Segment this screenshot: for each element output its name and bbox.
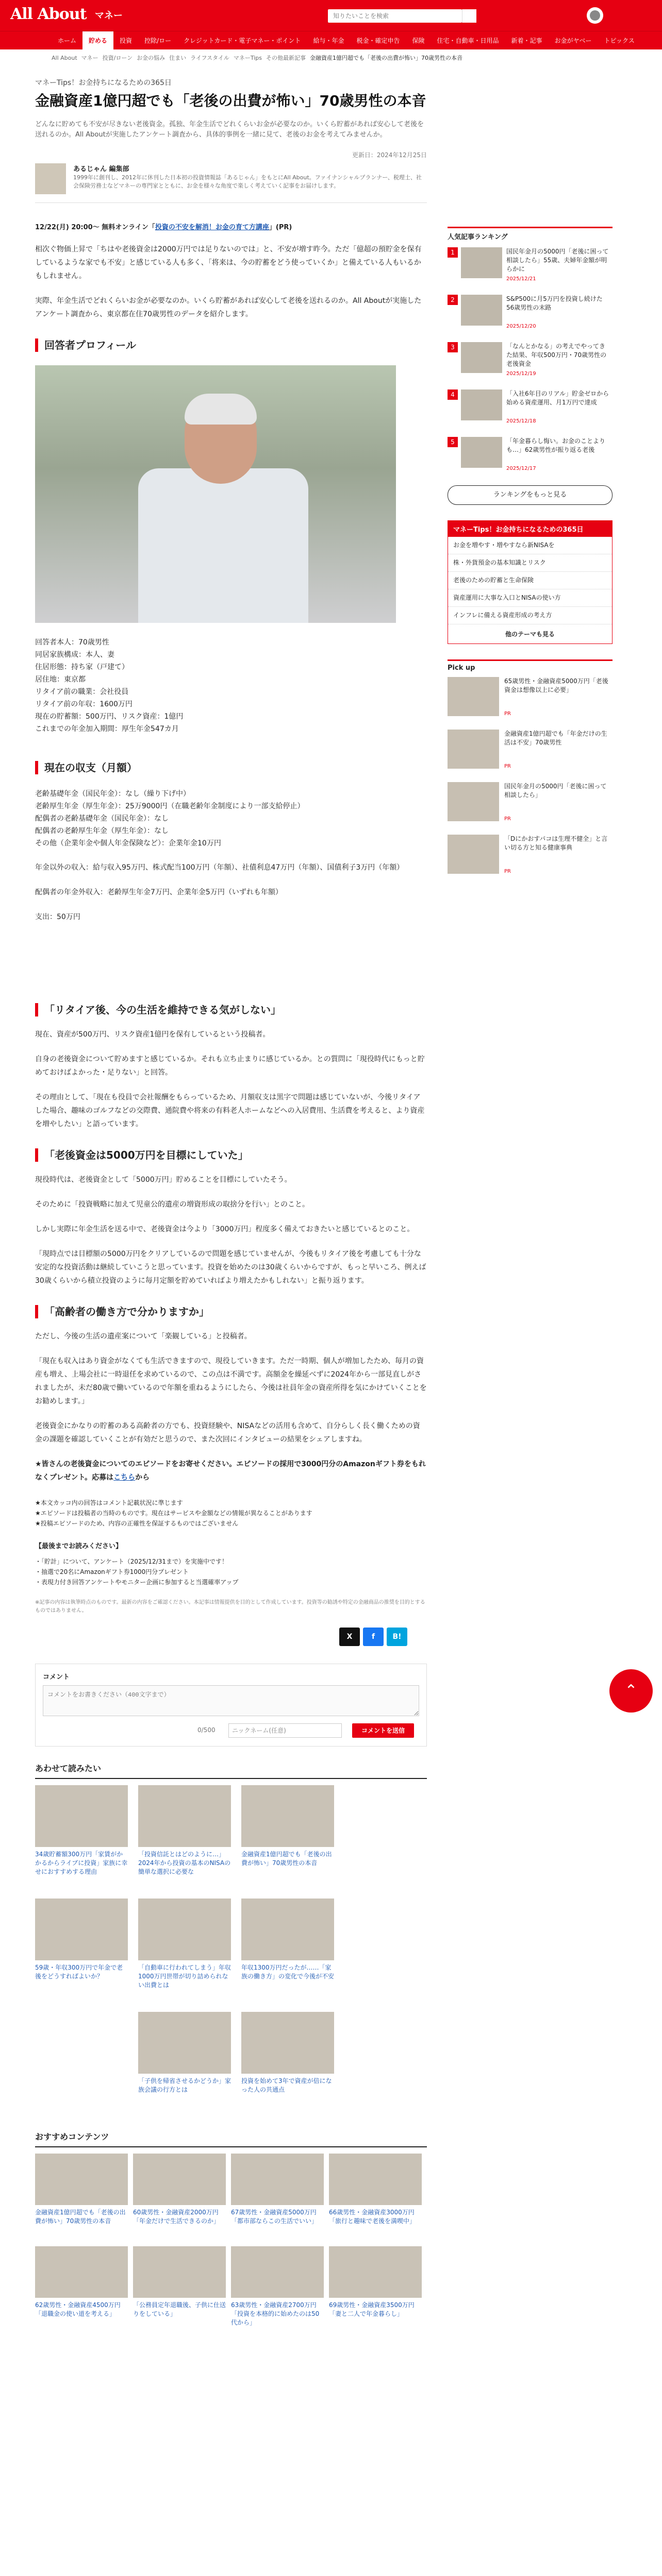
pickup-item[interactable] — [448, 782, 613, 829]
income-list — [35, 788, 427, 850]
list-item: 現在の貯蓄額：500万円、リスク資産：1億円 — [35, 713, 184, 721]
list-item: ・抽選で20名にAmazonギフト券1000円分プレゼント — [35, 1568, 189, 1575]
tips-item[interactable]: 老後のための貯蓄と生命保険 — [448, 572, 612, 589]
ranking-thumbnail[interactable] — [461, 295, 502, 326]
author-avatar[interactable] — [35, 163, 66, 194]
ranking-title[interactable]: 「入社6年目のリアル」貯金ゼロから始める資産運用、月1万円で達成 — [506, 390, 609, 406]
related-thumbnail[interactable] — [35, 1899, 128, 1960]
recommend-card[interactable] — [231, 2154, 324, 2226]
recommend-card[interactable] — [133, 2246, 226, 2318]
top-header — [0, 0, 662, 31]
sidebar — [448, 227, 613, 882]
breadcrumb-item[interactable]: お金の悩み — [137, 55, 166, 61]
pickup-sponsor: PR — [504, 711, 511, 717]
section-heading-income: 現在の収支（月額） — [35, 761, 427, 774]
ranking-number: 4 — [448, 389, 458, 400]
author-name[interactable]: あるじゃん 編集部 — [73, 165, 129, 173]
tips-more-link[interactable]: 他のテーマも見る — [505, 631, 555, 638]
recommend-title[interactable]: 63歳男性・金融資産2700万円「投資を本格的に始めたのは50代から」 — [231, 2301, 320, 2326]
related-title[interactable]: 「子供を帰省させるかどうか」家族会議の行方とは — [138, 2077, 231, 2093]
related-title[interactable]: 「自動車に行われてしまう」年収1000万円世帯が切り詰められない出費とは — [138, 1964, 231, 1989]
nav-item[interactable]: 税金・確定申告 — [356, 37, 400, 44]
campaign-line: ★皆さんの老後資金についてのエピソードをお寄せください。エピソードの採用で3000円分のAmazonギフト券をもれなくプレゼント。応募は — [35, 1460, 426, 1482]
comment-actions — [43, 1723, 419, 1739]
list-item: 老齢基礎年金（国民年金）：なし（繰り下げ中） — [35, 790, 190, 798]
comment-label: コメント — [43, 1673, 70, 1681]
section-heading-goal: 「老後資金は5000万円を目標にしていた」 — [35, 1148, 427, 1162]
related-card[interactable] — [241, 2012, 334, 2094]
ranking-more-button[interactable]: ランキングをもっと見る — [448, 485, 613, 505]
nav-item[interactable]: ホーム — [58, 37, 77, 44]
related-grid — [35, 1785, 427, 2115]
section-heading-advice: 「高齢者の働き方で分かりますか」 — [35, 1305, 427, 1318]
paragraph: 現在、資産が500万円、リスク資産1億円を保有しているという投稿者。 — [35, 1030, 270, 1039]
recommend-thumbnail[interactable] — [35, 2154, 128, 2205]
profile-list — [35, 636, 427, 735]
list-item: 同居家族構成：本人、妻 — [35, 651, 114, 659]
tips-heading: マネーTips！お金持ちになるための365日 — [448, 521, 612, 537]
comment-submit-button[interactable]: コメントを送信 — [352, 1723, 414, 1738]
ranking-list — [448, 247, 613, 478]
campaign-link[interactable]: こちら — [113, 1473, 136, 1482]
list-item: ★投稿エピソードのため、内容の正確性を保証するものではございません — [35, 1520, 239, 1527]
ranking-date: 2025/12/21 — [506, 276, 536, 282]
paragraph: 相次ぐ物価上昇で「ちはや老後資金は2000万円では足りないのでは」と、不安が増す昨今。ただ「億超の預貯金を保有しているような家でも不安」と感じている人も多く、「将来は、今の貯蓄をどう使っていくか」と備えている人もいるかもしれません。 — [35, 245, 422, 280]
event-suffix: 」(PR) — [269, 224, 292, 231]
recommend-thumbnail[interactable] — [133, 2154, 226, 2205]
related-title[interactable]: 59歳・年収300万円で年金で老後をどうすればよいか？ — [35, 1964, 123, 1980]
list-item: 老齢厚生年金（厚生年金）：25万9000円（在職老齢年金制度により一部支給停止） — [35, 802, 305, 810]
list-item: 回答者本人：70歳男性 — [35, 638, 109, 647]
breadcrumb-item[interactable]: その他最新記事 — [266, 55, 306, 61]
nav-item[interactable]: 住宅・自動車・日用品 — [437, 37, 499, 44]
breadcrumb-item[interactable]: マネー — [81, 55, 98, 61]
related-title[interactable]: 金融資産1億円超でも「老後の出費が怖い」70歳男性の本音 — [241, 1851, 332, 1867]
site-logo[interactable]: All About — [10, 5, 87, 23]
related-thumbnail[interactable] — [138, 1899, 231, 1960]
ranking-number: 3 — [448, 342, 458, 352]
related-thumbnail[interactable] — [241, 2012, 334, 2074]
paragraph: 自身の老後資金について貯めますと感じているか。それも立ち止まりに感じているか。との質問に「現役時代にもっと貯めておけばよかった・足りない」と回答。 — [35, 1055, 425, 1077]
pickup-thumbnail[interactable] — [448, 835, 499, 874]
article-date: 更新日：2024年12月25日 — [352, 151, 427, 159]
related-title[interactable]: 「投資信託とはどのように…」2024年から投資の基本のNISAの簡単な選択に必要な — [138, 1851, 231, 1875]
related-thumbnail[interactable] — [241, 1785, 334, 1847]
pickup-list — [448, 677, 613, 882]
section-heading-profile: 回答者プロフィール — [35, 338, 427, 352]
ranking-item[interactable] — [448, 437, 613, 478]
ranking-thumbnail[interactable] — [461, 389, 502, 420]
nav-item[interactable]: 控除/ロー — [144, 37, 172, 44]
pickup-thumbnail[interactable] — [448, 730, 499, 769]
ranking-number: 1 — [448, 247, 458, 258]
recommend-title[interactable]: 66歳男性・金融資産3000万円「旅行と趣味で老後を満喫中」 — [329, 2209, 416, 2225]
author-description: 1999年に創刊し、2012年に休刊した日本初の投資情報誌「あるじゃん」をもとにAll About。ファイナンシャルプランナー、税理士、社会保険労務士などマネーの専門家とともに、お金を様々な角度で楽しく考えていく記事をお届けします。 — [73, 174, 422, 189]
paragraph: 年金以外の収入：給与収入95万円、株式配当100万円（年額）、社債利息47万円（年額）、国債利子3万円（年額） — [35, 863, 404, 872]
breadcrumb-item: 金融資産1億円超でも「老後の出費が怖い」70歳男性の本音 — [310, 55, 462, 61]
ranking-number: 2 — [448, 295, 458, 305]
paragraph: ただし、今後の生活の遺産案について「楽観している」と投稿者。 — [35, 1332, 252, 1341]
recommend-heading: おすすめコンテンツ — [35, 2130, 427, 2147]
list-item: リタイア前の職業：会社役員 — [35, 688, 129, 696]
pickup-item[interactable] — [448, 677, 613, 724]
ranking-item[interactable] — [448, 247, 613, 289]
recommend-title[interactable]: 62歳男性・金融資産4500万円「退職金の使い道を考える」 — [35, 2301, 121, 2317]
list-item: これまでの年金加入期間：厚生年金547カ月 — [35, 725, 179, 733]
paragraph: 配偶者の年金外収入：老齢厚生年金7万円、企業年金5万円（いずれも年額） — [35, 888, 283, 896]
nav-item[interactable]: 投資 — [120, 37, 133, 44]
recommend-card[interactable] — [133, 2154, 226, 2226]
tips-item[interactable]: 資産運用に大事な入口とNISAの使い方 — [448, 589, 612, 607]
paragraph: 実際、年金生活でどれくらいお金が必要なのか。いくら貯蓄があれば安心して老後を送れるのか。All Aboutが実施したアンケート調査から、東京都在住70歳男性のデータを紹介します。 — [35, 297, 422, 318]
section-logo[interactable]: マネー — [95, 10, 123, 21]
paragraph: 支出：50万円 — [35, 913, 80, 921]
related-thumbnail[interactable] — [35, 1785, 128, 1847]
nickname-input[interactable]: ニックネーム(任意) — [228, 1723, 342, 1738]
pickup-thumbnail[interactable] — [448, 782, 499, 821]
info-list — [35, 1556, 427, 1587]
recommend-grid — [35, 2154, 427, 2339]
recommend-thumbnail[interactable] — [231, 2154, 324, 2205]
article-series[interactable]: マネーTips！お金持ちになるための365日 — [35, 79, 172, 87]
list-item: ・「貯計」について、アンケート（2025/12/31まで）を実施中です！ — [35, 1558, 228, 1565]
share-buttons — [35, 1628, 427, 1648]
recommend-title[interactable]: 60歳男性・金融資産2000万円「年金だけで生活できるのか」 — [133, 2209, 220, 2225]
nav-item[interactable]: お金がヤベー — [554, 37, 592, 44]
recommend-card[interactable] — [231, 2246, 324, 2327]
section-heading-retire: 「リタイア後、今の生活を維持できる気がしない」 — [35, 1003, 427, 1016]
ranking-title[interactable]: 「年金暮らし悔い。お金のことよりも…」62歳男性が振り返る老後 — [506, 437, 606, 453]
page-title: 金融資産1億円超でも「老後の出費が怖い」70歳男性の本音 — [35, 92, 426, 109]
tips-item[interactable]: インフレに備える資産形成の考え方 — [448, 607, 612, 624]
breadcrumb-item[interactable]: マネーTips — [233, 55, 262, 61]
paragraph: しかし実際に年金生活を送る中で、老後資金は今より「3000万円」程度多く備えておきたいと感じているとのこと。 — [35, 1225, 415, 1233]
nav-item[interactable]: トピックス — [604, 37, 635, 44]
ranking-title[interactable]: 「なんとかなる」の考えでやってきた結果、年収500万円・70歳男性の老後資金 — [506, 343, 607, 367]
list-item: 居住地：東京都 — [35, 675, 86, 684]
main-nav — [0, 31, 662, 49]
event-prefix: 12/22(月) 20:00〜 無料オンライン「 — [35, 224, 155, 231]
breadcrumb-item[interactable]: ライフスタイル — [190, 55, 229, 61]
author-box — [35, 163, 427, 194]
ranking-item[interactable] — [448, 295, 613, 336]
recommend-thumbnail[interactable] — [133, 2246, 226, 2298]
notes-list — [35, 1498, 427, 1529]
pickup-sponsor: PR — [504, 869, 511, 874]
share-hatena-button[interactable]: B! — [387, 1628, 407, 1646]
related-card[interactable] — [138, 2012, 231, 2094]
ranking-heading: 人気記事ランキング — [448, 227, 613, 241]
related-thumbnail[interactable] — [241, 1899, 334, 1960]
list-item: リタイア前の年収：1600万円 — [35, 700, 133, 708]
comment-counter: 0/500 — [197, 1726, 216, 1734]
ranking-date: 2025/12/17 — [506, 466, 536, 471]
share-x-button[interactable]: X — [339, 1628, 360, 1646]
pickup-title[interactable]: 「Dにかおすパコは生理不健全」と言い切る方と知る健康事典 — [504, 835, 608, 851]
paragraph: 現役時代は、老後資金として「5000万円」貯めることを目標にしていたそう。 — [35, 1176, 292, 1184]
recommend-title[interactable]: 69歳男性・金融資産3500万円「妻と二人で年金暮らし」 — [329, 2301, 415, 2317]
paragraph: その理由として、「現在も役員で会社報酬をもらっているため、月額収支は黒字で問題は感じていないが、今後リタイアした場合、趣味のゴルフなどの交際費、通院費や将来の有料老人ホームなどへの入居費用、生活費を考えると、より資産を増やしたい」と語っています。 — [35, 1093, 425, 1128]
related-thumbnail[interactable] — [138, 1785, 231, 1847]
recommend-thumbnail[interactable] — [35, 2246, 128, 2298]
campaign-text — [35, 1458, 427, 1484]
list-item: 住居形態：持ち家（戸建て） — [35, 663, 129, 671]
article-lead: どんなに貯めても不安が尽きない老後資金。孤独、年金生活でどれくらいお金が必要なのか。いくら貯蓄があれば安心して老後を送れるのか。All Aboutが実施したアンケート調査から、具体的事例を一緒に見て、老後のお金を考えてみませんか。 — [35, 121, 424, 139]
info-heading: 【最後までお読みください】 — [35, 1543, 123, 1550]
nav-item[interactable]: 新着・記事 — [511, 37, 542, 44]
paragraph: 老後資金にかなりの貯蓄のある高齢者の方でも、投資経験や、NISAなどの活用も含めて、自分らしく長く働くための資金の課題を確認していくことが有効だと思うので、また次回にインタビューの結果をシェアしますね。 — [35, 1422, 420, 1444]
photo-figure-hair — [185, 394, 257, 425]
pickup-item[interactable] — [448, 730, 613, 777]
related-card[interactable] — [138, 1785, 231, 1876]
ranking-date: 2025/12/18 — [506, 418, 536, 424]
list-item: ★エピソードは投稿者の当時のものです。現在はサービスや金額などの情報が異なることがあります — [35, 1510, 312, 1517]
related-card[interactable] — [241, 1785, 334, 1868]
ranking-thumbnail[interactable] — [461, 437, 502, 468]
recommend-title[interactable]: 金融資産1億円超でも「老後の出費が怖い」70歳男性の本音 — [35, 2209, 126, 2225]
breadcrumb-item[interactable]: All About — [52, 55, 77, 61]
recommend-card[interactable] — [329, 2246, 422, 2318]
pickup-title[interactable]: 国民年金月の5000円「老後に困って相談したら」 — [504, 783, 607, 799]
breadcrumb-item[interactable]: 投資/ローン — [102, 55, 133, 61]
related-heading: あわせて読みたい — [35, 1762, 427, 1779]
ranking-date: 2025/12/20 — [506, 324, 536, 329]
recommend-title[interactable]: 「公務員定年退職後、子供に仕送りをしている」 — [133, 2301, 226, 2317]
pickup-title[interactable]: 65歳男性・金融資産5000万円「老後資金は想像以上に必要」 — [504, 677, 608, 693]
nav-item[interactable]: クレジットカード・電子マネー・ポイント — [184, 37, 301, 44]
related-title[interactable]: 34歳貯蓄額300万円「家賃がかかるからライブに投資」家族に幸せにおすすめする理由 — [35, 1851, 128, 1875]
list-item: その他（企業年金や個人年金保険など）：企業年金10万円 — [35, 839, 221, 848]
tips-item[interactable]: 株・外貨預金の基本知識とリスク — [448, 554, 612, 572]
related-title[interactable]: 年収1300万円だったが……「家族の働き方」の変化で今後が不安 — [241, 1964, 335, 1980]
list-item: ★本文カッコ内の回答はコメント記載状況に準じます — [35, 1499, 183, 1506]
ranking-title[interactable]: 国民年金月の5000円「老後に困って相談したら」55歳、夫婦年金額が明らかに — [506, 248, 609, 273]
breadcrumb — [52, 54, 467, 62]
ranking-number: 5 — [448, 437, 458, 447]
tips-box — [448, 520, 613, 644]
ranking-item[interactable] — [448, 342, 613, 383]
user-icon — [590, 10, 600, 21]
disclaimer: ※記事の内容は執筆時点のものです。最新の内容をご確認ください。本記事は情報提供を目的として作成しています。投資等の勧誘や特定の金融商品の推奨を目的とするものではありません。 — [35, 1600, 425, 1614]
nav-item[interactable]: 貯める — [82, 31, 113, 50]
article-photo — [35, 365, 396, 623]
related-card[interactable] — [35, 1899, 128, 1981]
recommend-card[interactable] — [35, 2154, 128, 2226]
pickup-title[interactable]: 金融資産1億円超でも「年金だけの生活は不安」70歳男性 — [504, 730, 607, 746]
tips-item[interactable]: お金を増やす・増やすなら新NISAを — [448, 537, 612, 554]
recommend-card[interactable] — [329, 2154, 422, 2226]
pickup-thumbnail[interactable] — [448, 677, 499, 716]
paragraph: 「現時点では目標額の5000万円をクリアしているので問題を感じていませんが、今後もリタイア後を考慮しても十分な安定的な投資活動は継続していこうと思っています。投資を始めたのは30歳くらいからですが、もっと早いころ、例えば30歳くらいから積立投資のように毎月定額を貯めていればより増えたかもしれない」と振り返ります。 — [35, 1250, 426, 1285]
pickup-heading: Pick up — [448, 659, 613, 672]
article-main — [35, 77, 427, 2339]
ranking-item[interactable] — [448, 389, 613, 431]
ranking-thumbnail[interactable] — [461, 247, 502, 278]
share-facebook-button[interactable]: f — [363, 1628, 384, 1646]
related-title[interactable]: 投資を始めて3年で資産が倍になった人の共通点 — [241, 2077, 332, 2093]
related-card[interactable] — [138, 1899, 231, 1990]
photo-figure-body — [138, 468, 308, 623]
ranking-title[interactable]: S&P500に月5万円を投資し続けた56歳男性の末路 — [506, 295, 603, 311]
list-item: 配偶者の老齢基礎年金（国民年金）：なし — [35, 815, 169, 823]
list-item: ・表現力付き回答アンケートやモニター企画に参加すると当選確率アップ — [35, 1579, 239, 1586]
ranking-thumbnail[interactable] — [461, 342, 502, 373]
event-link[interactable]: 投資の不安を解消！お金の育て方講座 — [155, 224, 269, 231]
list-item: 配偶者の老齢厚生年金（厚生年金）：なし — [35, 827, 169, 835]
campaign-line-end: から — [135, 1473, 150, 1482]
comment-section — [35, 1664, 427, 1747]
paragraph: そのために「投資戦略に加えて児童公的遺産の増資形成の取捨分を行い」とのこと。 — [35, 1200, 309, 1209]
nav-item[interactable]: 保険 — [412, 37, 425, 44]
related-card[interactable] — [241, 1899, 334, 1981]
related-card[interactable] — [35, 1785, 128, 1876]
recommend-thumbnail[interactable] — [231, 2246, 324, 2298]
ranking-date: 2025/12/19 — [506, 371, 536, 377]
recommend-title[interactable]: 67歳男性・金融資産5000万円「都市部ならこの生活でいい」 — [231, 2209, 318, 2225]
ad-space — [35, 924, 427, 986]
event-promo — [35, 222, 427, 231]
pickup-item[interactable] — [448, 835, 613, 882]
user-avatar-button[interactable] — [587, 7, 603, 24]
comment-input[interactable] — [43, 1685, 419, 1716]
pickup-sponsor: PR — [504, 764, 511, 769]
scroll-top-button[interactable]: ⌃ — [609, 1669, 653, 1713]
related-thumbnail[interactable] — [138, 2012, 231, 2074]
search-icon[interactable] — [462, 9, 476, 23]
breadcrumb-item[interactable]: 住まい — [169, 55, 187, 61]
nav-item[interactable]: 給与・年金 — [313, 37, 344, 44]
search-input[interactable] — [328, 9, 462, 23]
recommend-thumbnail[interactable] — [329, 2154, 422, 2205]
tips-list — [448, 537, 612, 624]
paragraph: 「現在も収入はあり資金がなくても生活できますので、現役していきます。ただ一時期、個人が増加したため、毎月の資産も増え、上場会社に一時退任を求めているので、この点は不満です。高額金を繰延べずに2024年から一部見直しがされましたが、未だ80歳で働いているので年額を重ねるようにしたら、今後は社員年金の資産所得を気にかけていくことをお勧めします。」 — [35, 1357, 427, 1405]
divider — [35, 202, 427, 203]
recommend-card[interactable] — [35, 2246, 128, 2318]
recommend-thumbnail[interactable] — [329, 2246, 422, 2298]
pickup-sponsor: PR — [504, 816, 511, 822]
